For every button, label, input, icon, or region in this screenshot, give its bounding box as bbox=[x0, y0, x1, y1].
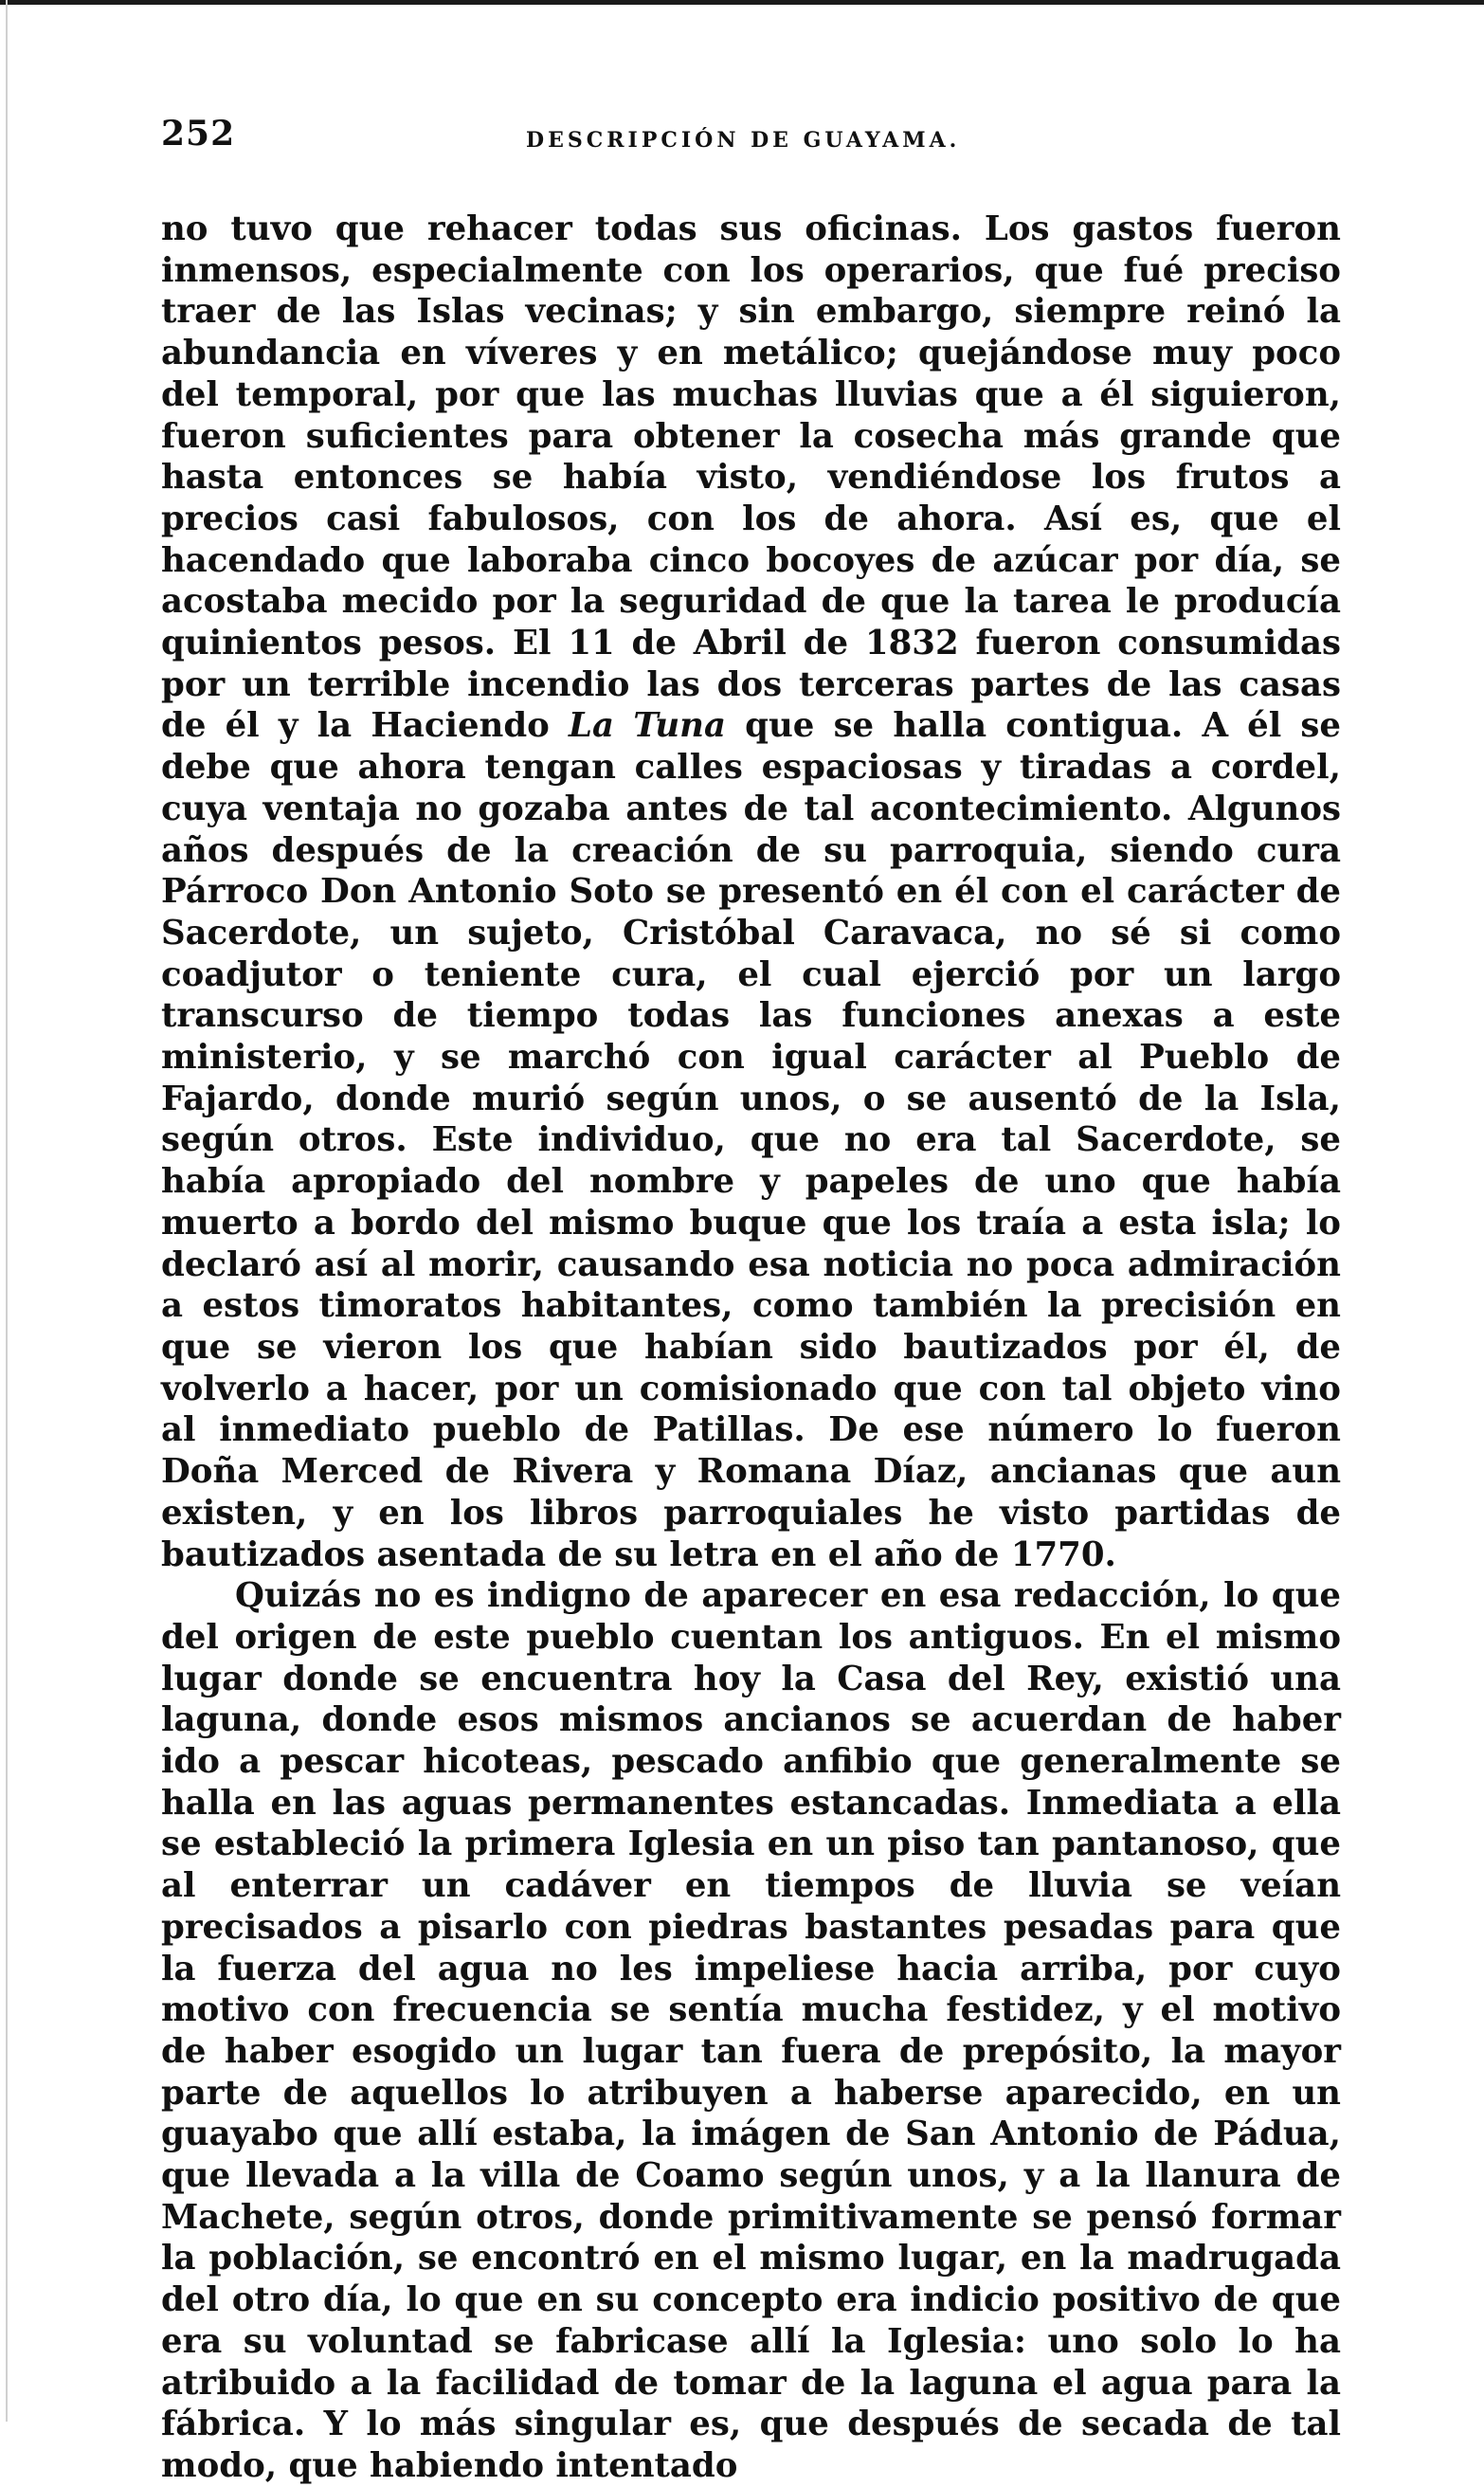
paragraph-1-italic-name: La Tuna bbox=[569, 706, 726, 746]
running-title: DESCRIPCIÓN DE GUAYAMA. bbox=[526, 128, 961, 153]
book-page bbox=[161, 114, 1341, 2487]
paragraph-1-text-b: que se halla contigua. A él se debe que ahora tengan calles espaciosas y tiradas a cordel, cuya ventaja no gozaba antes de tal acontecimiento. Algunos años después de la creación de su parroquia, siendo cura Párroco Don Antonio Soto se presentó en él con el carácter de Sacerdote, un sujeto, Cristóbal Caravaca, no sé si como coadjutor o teniente cura, el cual ejerció por un largo transcurso de tiempo todas las funciones anexas a este ministerio, y se marchó con igual carácter al Pueblo de Fajardo, donde murió según unos, o se ausentó de la Isla, según otros. Este individuo, que no era tal Sacerdote, se había apropiado del nombre y papeles de uno que había muerto a bordo del mismo buque que los traía a esta isla; lo declaró así al morir, causando esa noticia no poca admiración a estos timoratos habitantes, como también la precisión en que se vieron los que habían sido bautizados por él, de volverlo a hacer, por un comisionado que con tal objeto vino al inmediato pueblo de Patillas. De ese número lo fueron Doña Merced de Rivera y Romana Díaz, ancianas que aun existen, y en los libros parroquiales he visto partidas de bautizados asentada de su letra en el año de 1770. bbox=[161, 706, 1342, 1574]
paragraph-1 bbox=[161, 209, 1341, 1575]
top-edge-rule bbox=[0, 0, 1484, 5]
paragraph-1-text-a: no tuvo que rehacer todas sus oficinas. Los gastos fueron inmensos, especialmente con los operarios, que fué preciso traer de las Islas vecinas; y sin embargo, siempre reinó la abundancia en víveres y en metálico; quejándose muy poco del temporal, por que las muchas lluvias que a él siguieron, fueron suficientes para obtener la cosecha más grande que hasta entonces se había visto, vendiéndose los frutos a precios casi fabulosos, con los de ahora. Así es, que el hacendado que laboraba cinco bocoyes de azúcar por día, se acostaba mecido por la seguridad de que la tarea le producía quinientos pesos. El 11 de Abril de 1832 fueron consumidas por un terrible incendio las dos terceras partes de las casas de él y la Haciendo bbox=[161, 209, 1341, 746]
left-edge-rule bbox=[6, 0, 8, 2422]
running-head bbox=[161, 114, 1341, 171]
paragraph-2: Quizás no es indigno de aparecer en esa redacción, lo que del origen de este pueblo cuentan los antiguos. En el mismo lugar donde se encuentra hoy la Casa del Rey, existió una laguna, donde esos mismos ancianos se acuerdan de haber ido a pescar hicoteas, pescado anfibio que generalmente se halla en las aguas permanentes estancadas. Inmediata a ella se estableció la primera Iglesia en un piso tan pantanoso, que al enterrar un cadáver en tiempos de lluvia se veían precisados a pisarlo con piedras bastantes pesadas para que la fuerza del agua no les impeliese hacia arriba, por cuyo motivo con frecuencia se sentía mucha festidez, y el motivo de haber esogido un lugar tan fuera de prepósito, la mayor parte de aquellos lo atribuyen a haberse aparecido, en un guayabo que allí estaba, la imágen de San Antonio de Pádua, que llevada a la villa de Coamo según unos, y a la llanura de Machete, según otros, donde primitivamente se pensó formar la población, se encontró en el mismo lugar, en la madrugada del otro día, lo que en su concepto era indicio positivo de que era su voluntad se fabricase allí la Iglesia: uno solo lo ha atribuido a la facilidad de tomar de la laguna el agua para la fábrica. Y lo más singular es, que después de secada de tal modo, que habiendo intentado bbox=[161, 1576, 1341, 2485]
page-number: 252 bbox=[161, 114, 236, 154]
